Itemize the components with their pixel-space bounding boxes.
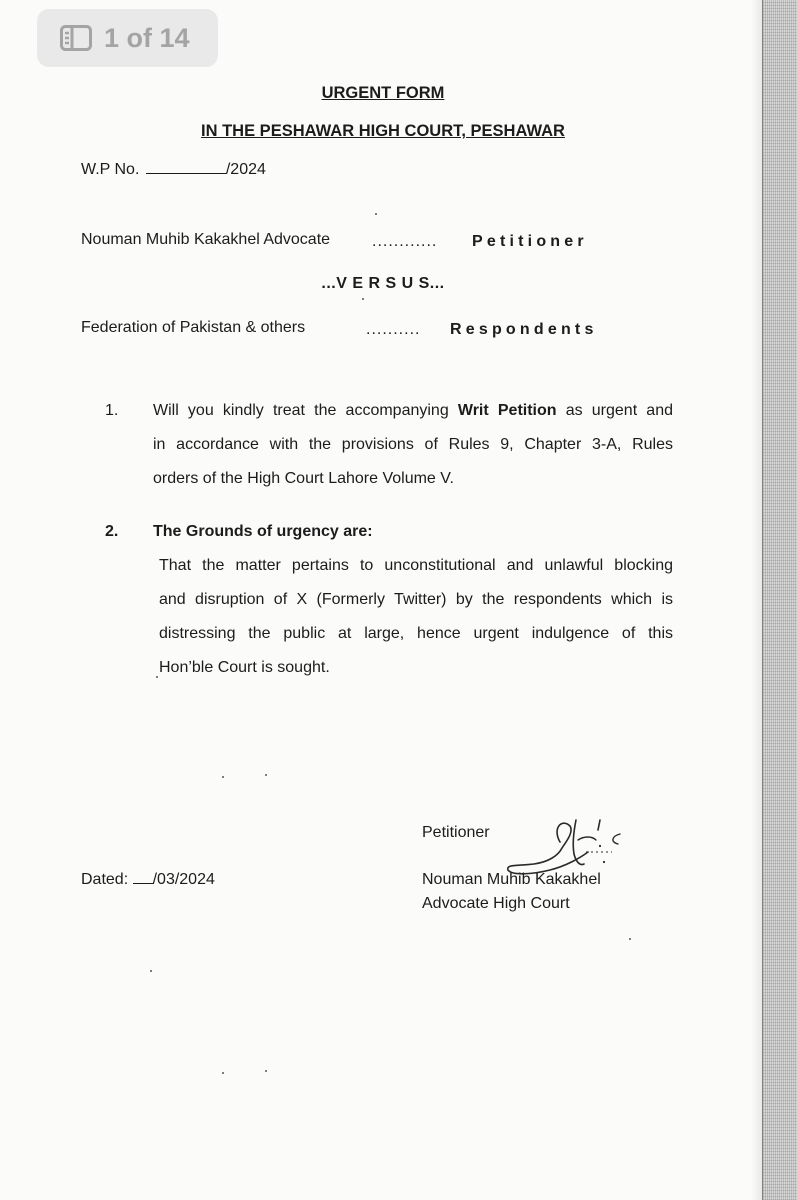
respondent-role: Respondents — [450, 321, 598, 338]
item-1-line-2: in accordance with the provisions of Rules 9, Chapter 3-A, Rules — [153, 436, 673, 453]
signatory-name: Nouman Muhib Kakakhel — [422, 871, 601, 888]
item-2-line-2: and disruption of X (Formerly Twitter) by the respondents which is — [159, 591, 673, 608]
dated-blank — [133, 871, 153, 884]
dated-value: /03/2024 — [152, 871, 215, 888]
scan-speck — [362, 298, 364, 300]
scan-speck — [222, 1072, 224, 1074]
court-name: IN THE PESHAWAR HIGH COURT, PESHAWAR — [201, 122, 565, 140]
item-2-heading: The Grounds of urgency are: — [153, 523, 373, 540]
item-2-paragraph — [159, 549, 673, 685]
writ-petition-bold: Writ Petition — [457, 402, 557, 419]
item-2-line-3: distressing the public at large, hence urgent indulgence of this — [159, 625, 673, 642]
scan-speck — [222, 776, 224, 778]
dated-label: Dated: — [81, 871, 129, 888]
scan-speck — [375, 213, 377, 215]
item-1-line-1-pre: Will you kindly treat the accompanying — [153, 402, 449, 419]
respondent-dots: .......... — [366, 321, 421, 338]
petitioner-role: Petitioner — [472, 233, 588, 250]
item-2-line-1: That the matter pertains to unconstitutional and unlawful blocking — [159, 557, 673, 574]
versus-label: ...V E R S U S... — [321, 275, 445, 292]
scan-speck — [265, 774, 267, 776]
handwritten-signature — [500, 812, 630, 892]
respondent-name: Federation of Pakistan & others — [81, 319, 306, 336]
scan-speck — [265, 1070, 267, 1072]
page-edge-shadow — [762, 0, 797, 1200]
sidebar-toggle-icon[interactable] — [60, 25, 92, 51]
item-2-line-4: Hon’ble Court is sought. — [159, 659, 330, 676]
wp-year: /2024 — [225, 161, 266, 178]
item-1-line-1 — [153, 394, 673, 428]
signatory-title: Advocate High Court — [422, 895, 570, 912]
page-indicator[interactable] — [37, 9, 218, 67]
item-1-line-3: orders of the High Court Lahore Volume V. — [153, 470, 454, 487]
signature-label: Petitioner — [422, 824, 490, 841]
item-1-line-1-post: as urgent and — [565, 402, 673, 419]
scan-speck — [156, 676, 158, 678]
item-1-paragraph — [153, 394, 673, 496]
scan-speck — [150, 970, 152, 972]
petitioner-name: Nouman Muhib Kakakhel Advocate — [81, 231, 331, 248]
wp-blank — [146, 161, 226, 174]
wp-label: W.P No. — [81, 161, 140, 178]
page-indicator-text: 1 of 14 — [104, 22, 190, 53]
item-2-number: 2. — [105, 523, 119, 540]
item-1-number: 1. — [105, 402, 119, 419]
wp-number-line — [81, 161, 266, 179]
document-heading: URGENT FORM — [321, 84, 445, 102]
scan-speck — [629, 938, 631, 940]
petitioner-dots: ............ — [372, 233, 438, 250]
dated-line — [81, 871, 215, 889]
